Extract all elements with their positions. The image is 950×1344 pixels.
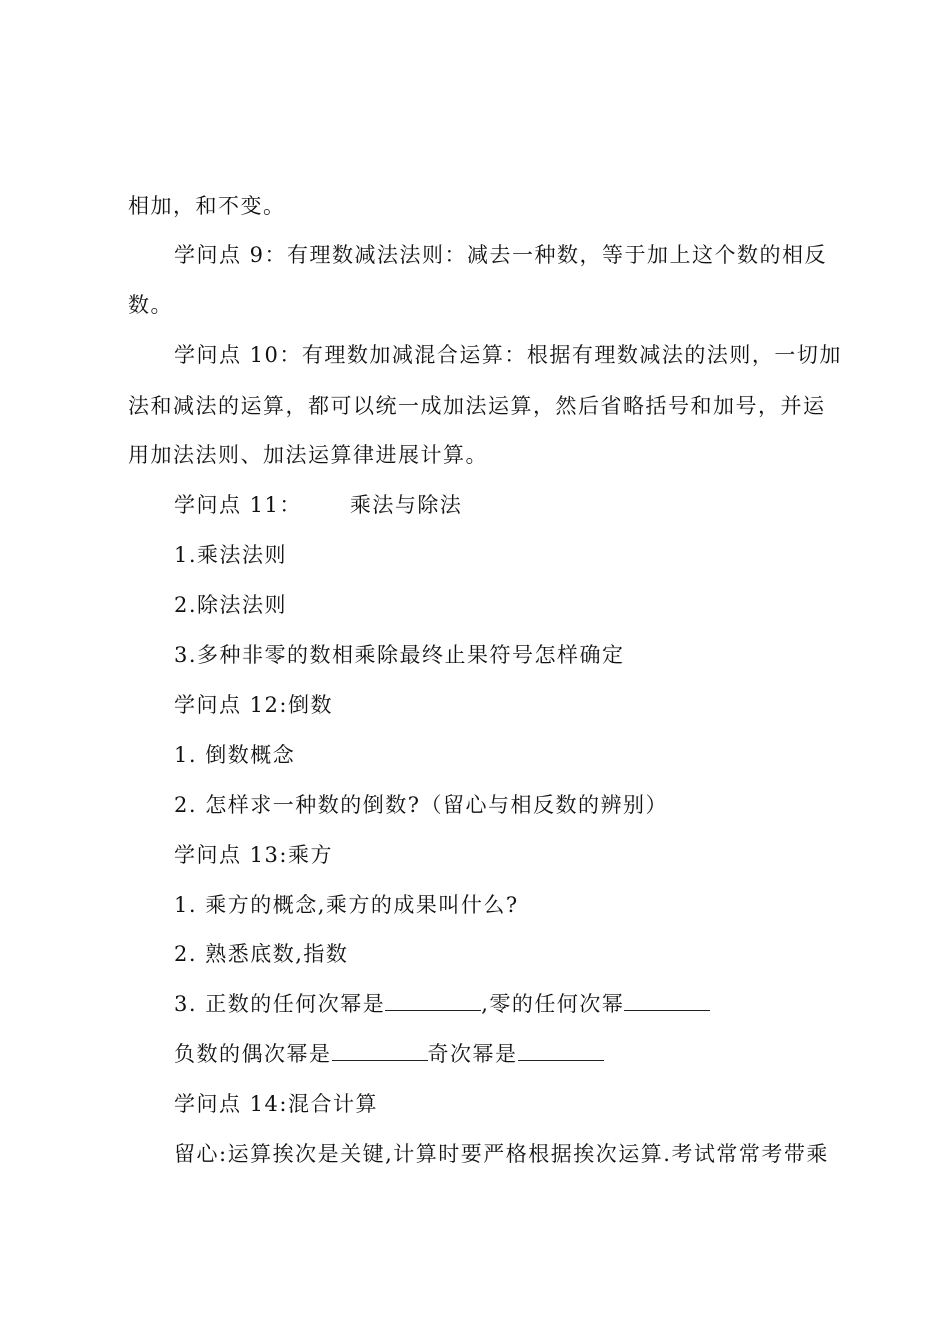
- section-label: 学问点 11：: [174, 493, 302, 517]
- paragraph-line: 学问点 9：有理数减法法则：减去一种数，等于加上这个数的相反: [174, 243, 828, 267]
- section-title: 乘法与除法: [349, 493, 463, 517]
- list-item: 1. 乘方的概念,乘方的成果叫什么?: [174, 893, 519, 917]
- list-item: 3.多种非零的数相乘除最终止果符号怎样确定: [174, 643, 625, 667]
- answer-blank[interactable]: [332, 1042, 428, 1061]
- list-item: 1.乘法法则: [174, 543, 288, 567]
- answer-blank[interactable]: [624, 992, 710, 1011]
- fill-in-line: 3. 正数的任何次幂是 ,零的任何次幂: [174, 991, 884, 1017]
- section-heading-13: 学问点 13:乘方: [174, 843, 333, 867]
- paragraph-line: 留心:运算挨次是关键,计算时要严格根据挨次运算.考试常常考带乘: [174, 1142, 829, 1166]
- answer-blank[interactable]: [518, 1042, 604, 1061]
- paragraph-line: 学问点 10：有理数加减混合运算：根据有理数减法的法则，一切加: [174, 343, 842, 367]
- fill-in-line: 负数的偶次幂是 奇次幂是: [174, 1041, 884, 1067]
- list-item: 1. 倒数概念: [174, 743, 296, 767]
- paragraph-line: 用加法法则、加法运算律进展计算。: [128, 443, 488, 467]
- paragraph-line: 数。: [128, 293, 173, 317]
- list-item: 2. 熟悉底数,指数: [174, 942, 349, 966]
- list-item: 2.除法法则: [174, 593, 288, 617]
- answer-blank[interactable]: [385, 992, 481, 1011]
- paragraph-line: 相加，和不变。: [128, 194, 286, 218]
- section-heading-12: 学问点 12:倒数: [174, 693, 333, 717]
- section-heading-14: 学问点 14:混合计算: [174, 1092, 378, 1116]
- paragraph-line: 法和减法的运算，都可以统一成加法运算，然后省略括号和加号，并运: [128, 394, 826, 418]
- list-item: 2. 怎样求一种数的倒数?（留心与相反数的辨别）: [174, 793, 668, 817]
- section-heading-11: [174, 492, 884, 518]
